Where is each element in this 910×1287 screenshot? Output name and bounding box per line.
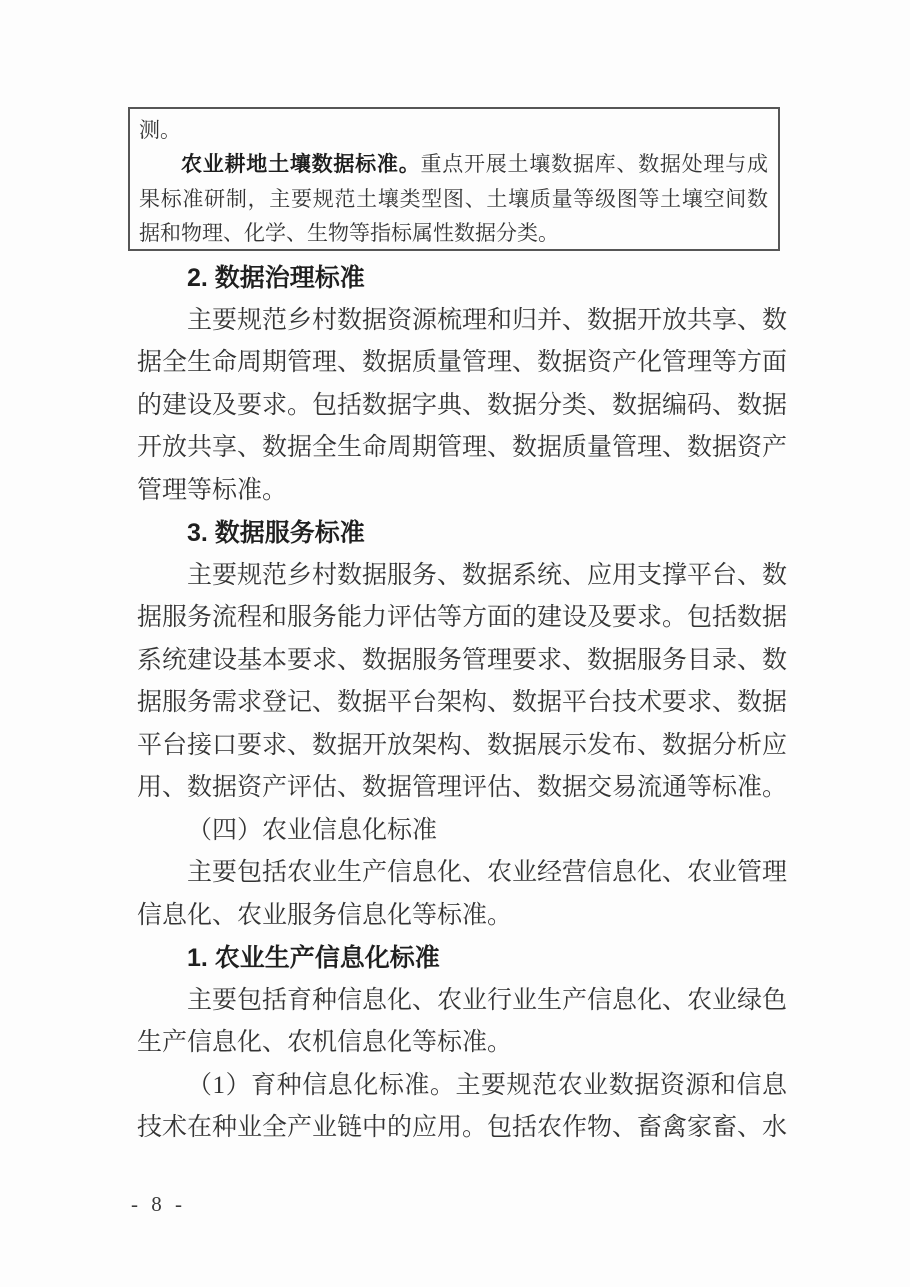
- document-body: [137, 257, 787, 1150]
- section-heading-data-governance: 2. 数据治理标准: [187, 264, 365, 292]
- callout-lead-bold-text: 农业耕地土壤数据标准。: [181, 153, 421, 176]
- paragraph-agriculture-informatization: 主要包括农业生产信息化、农业经营信息化、农业管理信息化、农业服务信息化等标准。: [137, 859, 788, 929]
- section-heading-agriculture-informatization: （四）农业信息化标准: [187, 816, 438, 844]
- callout-box: [128, 107, 780, 251]
- paragraph-data-service: 主要规范乡村数据服务、数据系统、应用支撑平台、数据服务流程和服务能力评估等方面的建设及要求。包括数据系统建设基本要求、数据服务管理要求、数据服务目录、数据服务需求登记、数据平台架构、数据平台技术要求、数据平台接口要求、数据开放架构、数据展示发布、数据分析应用、数据资产评估、数据管理评估、数据交易流通等标准。: [137, 561, 788, 801]
- paragraph-data-governance: 主要规范乡村数据资源梳理和归并、数据开放共享、数据全生命周期管理、数据质量管理、数据资产化管理等方面的建设及要求。包括数据字典、数据分类、数据编码、数据开放共享、数据全生命周期管理、数据质量管理、数据资产管理等标准。: [137, 306, 788, 504]
- page-number: - 8 -: [131, 1192, 186, 1216]
- callout-paragraph: [139, 147, 768, 250]
- section-heading-data-service: 3. 数据服务标准: [187, 519, 365, 547]
- callout-body-text: 重点开展土壤数据库、数据处理与成果标准研制，主要规范土壤类型图、土壤质量等级图等土壤空间数据和物理、化学、生物等指标属性数据分类。: [139, 152, 769, 245]
- paragraph-agricultural-production: 主要包括育种信息化、农业行业生产信息化、农业绿色生产信息化、农机信息化等标准。: [137, 986, 788, 1056]
- paragraph-breeding-informatization: （1）育种信息化标准。主要规范农业数据资源和信息技术在种业全产业链中的应用。包括农作物、畜禽家畜、水: [137, 1071, 788, 1141]
- section-heading-agricultural-production: 1. 农业生产信息化标准: [187, 944, 440, 972]
- callout-overflow-line: 测。: [139, 118, 181, 142]
